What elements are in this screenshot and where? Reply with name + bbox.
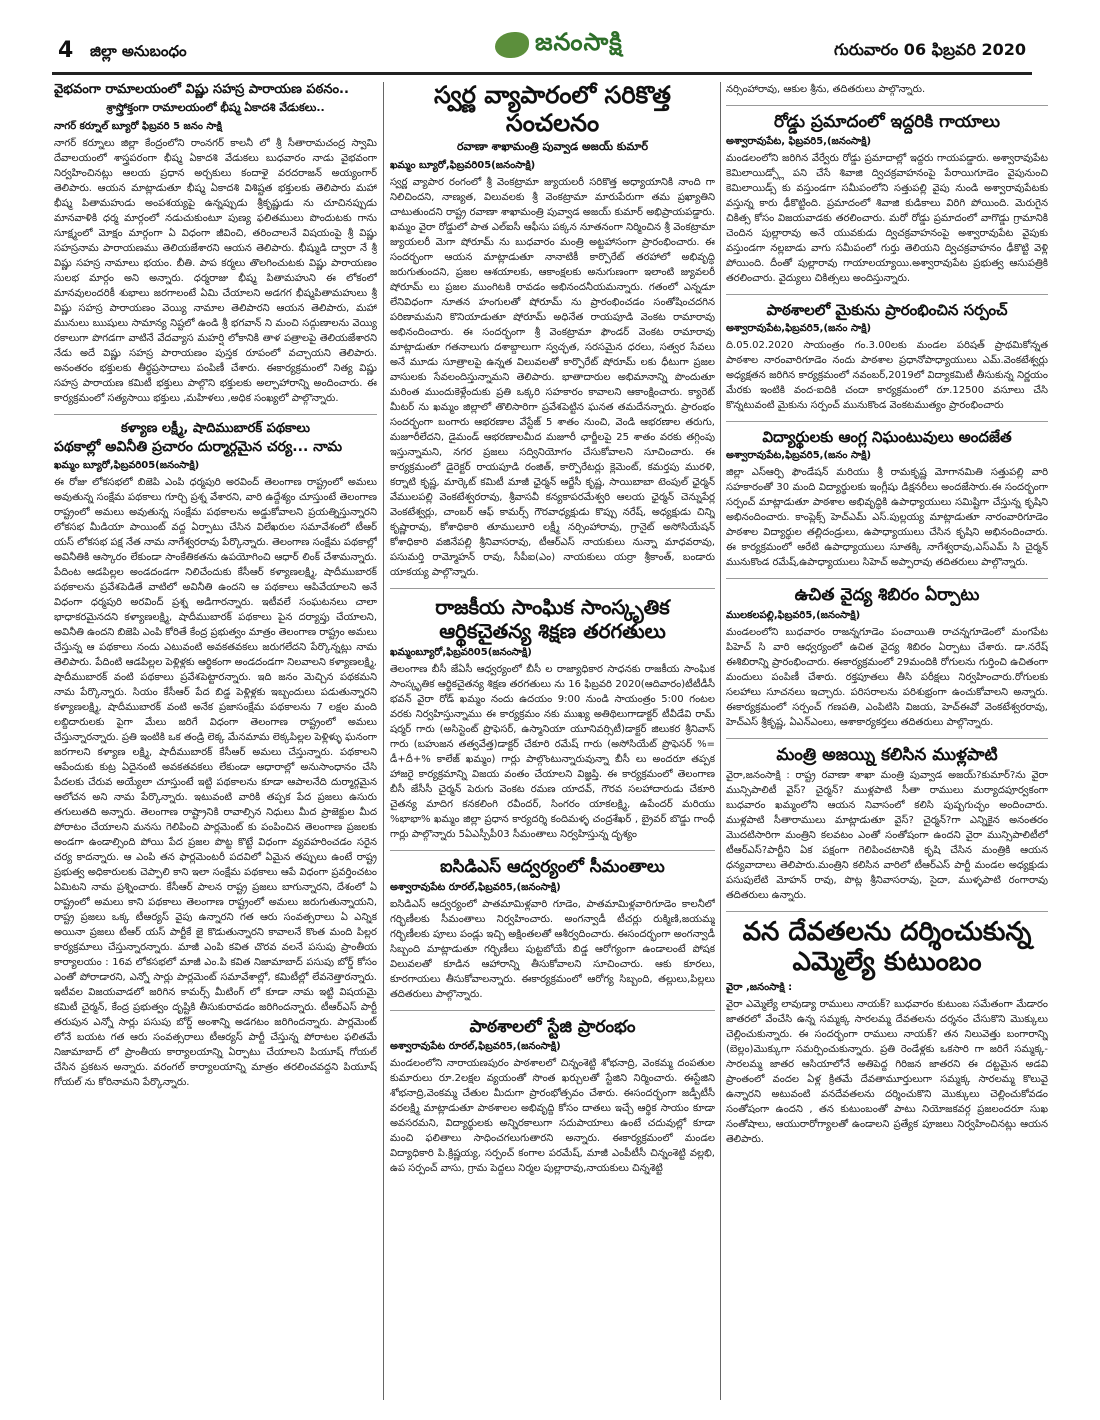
article-body: మండలంలోని జరిగిన వేర్వేరు రోడ్డు ప్రమాదాల్లో ఇద్దరు గాయపడ్డారు. అశ్వారావుపేట కెమిలాయిడ్స్లో పని చేసే శివాజి ద్విచక్రవాహనంపై పేరాయిగూడెం వైపునుంచి కెమిలాయిడ్స్ కు వస్తుండగా సమీపంలోని సత్తుపల్లి వైపు నుండి అశ్వారావుపేటకు వస్తున్న కారు ఢీకొట్టింది. ప్రమాదంలో శివాజి కుడికాలు విరిగి పోయింది. మెరుగైన చికిత్స కోసం విజయవాడకు తరలించారు. మరో రోడ్డు ప్రమాదంలో వాగొడ్డు గ్రామానికి చెందిన పుల్లారావు అనే యువకుడు ద్విచక్రవాహనంపై అశ్వారావుపేట వైపుకు వస్తుండగా నల్లబాడు వాగు సమీపంలో గుర్తు తెలియని ద్విచక్రవాహనం ఢీకొట్టి వెళ్లి పోయింది. దీంతో పుల్లారావు గాయాలయ్యాయి.అశ్వారావుపేట ప్రభుత్వ ఆసుపత్రికి తరలించారు. వైద్యులు చికిత్సలు అందిస్తున్నారు.	[726, 153, 1048, 285]
article-dateline: అశ్వారావుపేట,ఫిబ్రవరి5,(జనం సాక్షి)	[726, 450, 872, 462]
article-body: నాగర్ కర్నూలు జిల్లా కేంద్రంలోని రాంనగర్ కాలనీ లో శ్రీ సీతారామచంద్ర స్వామి దేవాలయంలో శాస్త్రపరంగా భీష్మ ఏకాదశి వేడుకలు బుధవారం నాడు వైభవంగా నిర్వహించినట్లు ఆలయ ప్రధాన అర్చకులు కందాళై వరదరాజన్ అయ్యంగార్ తెలిపారు. ఆయన మాట్లాడుతూ భీష్మ ఏకాదశి విశిష్టత భక్తులకు తెలిపారు మహా భీష్మ పితామహుడు అంపశయ్యపై ఉన్నప్పుడు శ్రీకృష్ణుడు ను చూచినప్పుడు మానవాళికి ధర్మ మార్గంలో నడుచుకుంటూ పుణ్య ఫలితములు పొందుటకు గాను సూక్ష్మంలో మోక్షం మార్గంగా ఏ విధంగా జీవించి, తరించాలనే విషయంపై శ్రీ విష్ణు సహస్రనామ పారాయణము తెలియజేశారని ఆయన తెలిపారు. భీష్ముడి ద్వారా నే శ్రీ విష్ణు సహస్ర నామాలు భయం. బీతి. పాప కర్మలు తొలగించుటకు విష్ణు పారాయణం సులభ మార్గం అని అన్నారు. ధర్మరాజు భీష్మ పితామహుని ఈ లోకంలో మానవులందరికీ శుభాలు జరగాలంటే ఏమి చేయాలని అడగగ భీష్మపితామహులు శ్రీ విష్ణు సహస్ర పారాయణం వెయ్యి నామాల తెలిపారని ఆయన తెలిపారు, మహా మునులు ఋషులు సామాన్య నిష్టలో ఉండి శ్రీ భగవాన్ ని మంచి సద్గుణాలను వెయ్యి రకాలుగా పొగడగా వాటినే వేదవ్యాస మహర్షి లోకానికి తాళ పత్రాలపై తెలియజేశారని నేడు అదే విష్ణు సహస్ర పారాయణం పుస్తక రూపంలో వచ్చాయని తెలిపారు. అనంతరం భక్తులకు తీర్థప్రసాదాలు పంపిణీ చేశారు. ఈకార్యక్రమంలో నిత్య విష్ణు సహస్ర పారాయణ కమిటీ భక్తులు పాల్గొని భక్తులకు అల్పాహారాన్ని అందించారు. ఈ కార్యక్రమంలో సత్యసాయి భక్తులు ,మహిళలు ,అధిక సంఖ్యలో పాల్గొన్నారు.	[54, 137, 377, 404]
article-divider	[54, 414, 377, 415]
masthead-title: జనంసాక్షి	[535, 28, 623, 56]
article-headline: పథకాల్లో అవినీతి ప్రచారం దుర్మార్గమైన చర్య... నామ	[54, 439, 343, 456]
article-mike-prarambham	[726, 301, 1048, 413]
article-divider	[726, 294, 1048, 295]
section-name: జిల్లా అనుబంధం	[90, 42, 187, 60]
article-divider	[390, 850, 715, 851]
article-dateline: ములకలపల్లి,ఫిబ్రవరి5,(జనంసాక్షి)	[726, 609, 861, 621]
article-dateline: ఖమ్మం బ్యూరో,ఫిబ్రవరి05(జనంసాక్షి)	[390, 160, 536, 172]
article-dictionaries	[726, 428, 1048, 570]
article-medical-camp	[726, 585, 1048, 729]
article-divider	[726, 578, 1048, 579]
article-headline: ఐసిడిఎస్ ఆద్వర్యంలో సీమంతాలు	[440, 857, 665, 878]
article-body: ఐసిడిఎస్ ఆద్వర్యంలో పాతమామిళ్లవారి గూడెం, పాతమామిళ్లవారిగూడెం కాలనీలో గర్భిణీలకు సీమంతాలు నిర్వహించారు. అంగన్వాడీ టీచర్లు రుక్మిణి,జయమ్మ గర్భిణీలకు పూలు పండ్లు ఇచ్చి అక్షింతలతో ఆశీర్వదించారు. ఈసందర్భంగా అంగన్వాడీ సిబ్బంది మాట్లాడుతూ గర్భిణీలు పుట్టబోయే బిడ్డ ఆరోగ్యంగా ఉండాలంటే పోషక విలువలతో కూడిన ఆహారాన్ని తీసుకోవాలని సూచించారు. ఆకు కూరలు, కూరగాయలు తీసుకోవాలన్నారు. ఈకార్యక్రమంలో ఆరోగ్య సిబ్బంది, తల్లులు,పిల్లలు తదితరులు పాల్గొన్నారు.	[390, 898, 715, 1000]
article-stage-prarambham	[390, 1017, 715, 1176]
article-headline: మంత్రి అజయ్ని కలిసిన ముళ్లపాటి	[776, 744, 998, 765]
article-headline: వన దేవతలను దర్శించుకున్న ఎమ్మెల్యే కుటుంబం	[742, 917, 1032, 978]
article-divider	[726, 911, 1048, 912]
article-icds-seemantalu	[390, 857, 715, 1001]
article-headline: స్వర్ణ వ్యాపారంలో సరికొత్త సంచలనం	[434, 82, 671, 137]
article-vana-devatalu	[726, 918, 1048, 1147]
article-divider	[390, 588, 715, 589]
article-body: నర్సింహారావు, ఆకుల శ్రీను, తదితరులు పాల్గొన్నారు.	[726, 84, 926, 95]
article-body: ఈ రోజు లోకసభలో బిజెపి ఎంపి ధర్మపురి అరవింద్ తెలంగాణ రాష్ట్రంలో అమలు అవుతున్న సంక్షేమ పథకాలు గూర్చి ప్రశ్న వేశారని, వారి ఉద్దేశ్యం చూస్తుంటే తెలంగాణ రాష్ట్రంలో అమలు అవుతున్న సంక్షేమ పథకాలను అడ్డుకోవాలని ప్రయత్నిస్తున్నారని లోకసభ మీడియా పాయింట్ వద్ద ఏర్పాటు చేసిన విలేఖరుల సమావేశంలో టీఆర్ యస్ లోకసభ పక్ష నేత నామ నాగేశ్వరరావు పేర్కొన్నారు. తెలంగాణ సంక్షేమ పథకాల్లో అవినీతికి ఆస్కారం లేకుండా సాంకేతికతను ఉపయోగించి ఆధార్ లింక్ చేశామన్నారు. పేదింట ఆడపిల్లల అండదండగా నిలిచేందుకు కేసీఆర్ కళ్యాణలక్ష్మి, షాదీముబారక్ పథకాలను ప్రవేశపెడితే వాటిలో అవినీతి ఉందని ఆ పథకాలు ఆపివేయాలని అనే విధంగా ధర్మపురి అరవింద్ ప్రశ్న అడిగారన్నారు. ఇటీవలే సంఘటనలు చాలా భాధాకరమైనదని కళ్యాణలక్ష్మి, షాదీముబారక్ పథకాలు పైన దర్యాప్తు చేయాలని, అవినీతి ఉందని బిజెపి ఎంపి కోరితే కేంద్ర ప్రభుత్వం మాత్రం తెలంగాణ రాష్ట్రం అమలు చేస్తున్న ఆ పథకాలు నందు ఎటువంటి అవకతవకలు జరుగలేదని పేర్కొన్నట్లు నామ తెలిపారు. పేదింటి ఆడపిల్లల పెళ్లిళ్లకు ఆర్థికంగా అండదండగా నిలవాలని కళ్యాణలక్ష్మి, షాదీముబారక్ వంటి పథకాలు ప్రవేశపెట్టారన్నారు. ఇది జనం మెచ్చిన పథకమని నామ పేర్కొన్నారు. సియం కేసీఆర్ పేద బిడ్డ పెళ్లిళ్లకు ఇబ్బందులు పడుతున్నారని కళ్యాణలక్ష్మి, షాదీముబారక్ వంటి అనేక ప్రజాసంక్షేమ పథకాలను 7 లక్షల మంది లబ్దిదారులకు పైగా మేలు జరిగే విధంగా తెలంగాణ రాష్ట్రంలో అమలు చేస్తున్నారన్నారు. ప్రతి ఇంటికి ఒక తండ్రి లెక్క మేనమామ లెక్కపిల్లల పెళ్లిళ్ళు ఘనంగా జరగాలని కళ్యాణ లక్ష్మి, షాదీముబారక్ కేసీఆర్ అమలు చేస్తున్నారు. పథకాలని ఆపేందుకు కుట్ర ఏదైనంటి అవకతవకలు లేకుండా ఆధారాల్లో అనుసాంధానం చేసి పేదలకు చేరువ అయ్యేలా చూస్తుంటే ఇట్టి పథకాలను కూడా ఆపాలనేది దుర్మార్గమైన ఆలోచన అని నామ పేర్కొన్నారు. ఇటువంటి వారికి తప్పక పేద ప్రజలు ఉసురు తగులుతది అన్నారు. తెలంగాణ రాష్ట్రానికి రావాల్సిన నిధులు మీద ప్రాజెక్టుల మీద పోరాటం చేయాలని మనసు గెలిపించి పార్లమెంట్ కు పంపించిన తెలంగాణ ప్రజలకు అండగా ఉండాల్సింది పోయి పేద ప్రజల పొట్ట కొట్టే విధంగా వ్యవహరించడం సరైన చర్య కాదన్నారు. ఆ ఎంపి తన ఫార్లమెంటరీ పదవిలో ఏమైన తప్పులు ఉంటే రాష్ట్ర ప్రభుత్వ అధికారులకు చెప్పాలి కాని ఇలా సంక్షేమ పథకాలు ఆపే విధంగా ప్రవర్తించటం ఏమిటని నామ ప్రశ్నించారు. కేసీఆర్ పాలన రాష్ట్ర ప్రజలు బాగున్నారని, దేశంలో ఏ రాష్ట్రంలో అమలు కాని పథకాలు తెలంగాణ రాష్ట్రంలో అమలు జరుగుతున్నాయని, రాష్ట్ర ప్రజలు ఒక్క టీఆర్యస్ వైపు ఉన్నారని గత ఆరు సంవత్సరాలు ఏ ఎన్నిక అయినా ప్రజలు టీఆర్ యస్ పార్టీకే జై కొడుతున్నారని కావాలనే కొంత మంది పిల్లర కార్యక్రమాలు చేస్తున్నారన్నారు. మాజీ ఎంపి కవిత చొరవ వలనే పసుపు ప్రాంతీయ కార్యాలయం : 16వ లోకసభలో మాజీ ఎం.పి కవిత నిజామాబాద్ పసుపు బోర్డ్ కోసం ఎంతో పోరాడారని, ఎన్నో సార్లు పార్లమెంట్ సమావేశాల్లో, కమిటీల్లో లేవనెత్తారన్నారు. ఇటీవల విజయవాడలో జరిగిన కామర్స్ మీటింగ్ లో కూడా నామ ఇట్టి విషయమై కమిటీ చైర్మన్, కేంద్ర ప్రభుత్వం దృష్టికి తీసుకురావడం జరిగిందన్నారు. టీఆర్ఎస్ పార్టీ తరుపున ఎన్నో సార్లు పసుపు బోర్డ్ అంశాన్ని అడగటం జరిగిందన్నారు. పార్లమెంట్ లోనే బయట గత ఆరు సంవత్సరాలు టీఆర్యస్ పార్టీ చేస్తున్న పోరాటల ఫలితమే నిజామాబాద్ లో ప్రాంతీయ కార్యాలయాన్ని ఏర్పాటు చేయాలని పియూష్ గోయల్ చేసిన ప్రకటన అన్నారు. వరంగల్ కార్యాలయాన్ని మాత్రం తరలించవద్దని పియూష్ గోయల్ ను కోరినామని పేర్కొన్నారు.	[54, 476, 377, 1088]
article-headline: ఉచిత వైద్య శిబిరం ఏర్పాటు	[794, 585, 980, 606]
article-body: స్వర్ణ వ్యాపార రంగంలో శ్రీ వెంకట్రామా జ్యుయలరీ సరికొత్త అధ్యాయానికి నాంది గా నిలిచిందని, నాణ్యత, విలువలకు శ్రీ వెంకట్రామా మారుపేరుగా తమ ప్రఖ్యాతిని చాటుతుందని రాష్ట్ర రవాణా శాఖామంత్రి పువ్వాడ అజయ్ కుమార్ అభిప్రాయపడ్డారు. ఖమ్మం వైరా రోడ్డులో పాత ఎల్ఐసీ ఆఫీసు పక్కన నూతనంగా నిర్మించిన శ్రీ వెంకట్రామా జ్యుయలరీ మెగా షోరూమ్ ను బుధవారం మంత్రి అట్టహాసంగా ప్రారంభించారు. ఈ సందర్భంగా ఆయన మాట్లాడుతూ నానాటికీ కార్పొరేట్ తరహాలో అభివృద్ధి జరుగుతుందని, ప్రజల ఆశయాలకు, ఆకాంక్షలకు అనుగుణంగా ఇలాంటి జ్యువలరీ షోరూమ్ లు ప్రజల ముంగిటకి రావడం అభినందనీయమన్నారు. గతంలో ఎన్నడూ లేనివిధంగా నూతన హంగులతో షోరూమ్ ను ప్రారంభించడం సంతోషించదగిన పరిణామమని కొనియాడుతూ షోరూమ్ అధినేత రాయపూడి వెంకట రామారావు అభినందించారు. ఈ సందర్భంగా శ్రీ వెంకట్రామా ఫౌండర్ వెంకట రామారావు మాట్లాడుతూ గతనాలుగు దశాబ్దాలుగా స్వచ్ఛత, సరసమైన ధరలు, సత్వర సేవలు అనే మూడు సూత్రాలపై ఉన్నత విలువలతో కార్పొరేట్ షోరూమ్ లకు ధీటుగా ప్రజల వాసులకు సేవలందిస్తున్నామని తెలిపారు. భాతాదారుల అభిమానాన్ని పొందుతూ మరింత ముందుకెళ్లేందుకు ప్రతి ఒక్కరి సహకారం కావాలని ఆకాంక్షించారు. క్యారెట్ మీటర్ ను ఖమ్మం జిల్లాలో తొలిసారిగా ప్రవేశపెట్టిన ఘనత తమదేనన్నారు. ప్రారంభం సందర్భంగా బంగారు ఆభరణాల వేస్టేజ్ 5 శాతం నుంచి, వెండి ఆభరణాల తరుగు, మజూరీలేదని, డైమండ్ ఆభరణాలమీద మజూరీ ఛార్జీలపై 25 శాతం వరకు తగ్గింపు ఇస్తున్నామని, నగర ప్రజలు సద్వినియోగం చేసుకోవాలని సూచించారు. ఈ కార్యక్రమంలో డైరెక్టర్ రాయపూడి రంజిత్, కార్పొరేటర్లు క్లెమెంట్, కమర్తపు మురళి, కర్నాటి కృష్ణ, మార్కెట్ కమిటీ మాజీ ఛైర్మన్ ఆర్జేసీ కృష్ణ, సాయిబాబా టెంపుల్ ఛైర్మన్ వేములపల్లి వెంకటేశ్వరరావు, శ్రీవాసవీ కన్యకాపరమేశ్వరి ఆలయ ఛైర్మన్ చెన్నుపేర్ల వెంకటేశ్వర్లు, చాంబర్ ఆఫ్ కామర్స్ గౌరవాధ్యక్షుడు కొప్పు నరేష్, అధ్యక్షుడు చిన్ని కృష్ణారావు, కోశాధికారి తూములూరి లక్ష్మీ నర్సింహారావు, గ్రానైట్ అసోసియేషన్ కోశాధికారి వజినేపల్లి శ్రీనివాసరావు, టీఆర్ఎస్ నాయకులు నున్నా మాధవరావు, పసుమర్తి రామ్మోహన్ రావు, సీపీఐ(ఎం) నాయకులు యర్రా శ్రీకాంత్, బండారు యాకయ్య పాల్గొన్నారు.	[390, 177, 715, 579]
article-headline: పాఠశాలలో మైకును ప్రారంభించిన సర్పంచ్	[766, 301, 1008, 320]
column-1	[54, 82, 377, 1400]
article-body: మండలంలోని నారాయణపురం పాఠశాలలో చిన్నంశెట్టి శోభనాద్రి, వెంకమ్మ దంపతుల కుమారులు రూ.2లక్షల వ్యయంతో సొంత ఖర్చులతో స్టేజిని నిర్మించారు. ఈస్టేజిని శోభనాద్రి,వెంకమ్మ చేతుల మీదుగా ప్రారంభోత్సవం చేశారు. ఈసందర్భంగా జడ్పీటీసీ వరలక్ష్మి మాట్లాడుతూ పాఠశాలల అభివృద్ది కోసం దాతలు ఇచ్చే ఆర్థిక సాయం కూడా అవసరమని, విద్యార్థులకు అన్నిరకాలుగా సదుపాయాలు ఉంటే చదువుల్లో కూడా మంచి ఫలితాలు సాధించగలుగుతారని అన్నారు. ఈకార్యక్రమంలో మండల విద్యాధికారి పి.క్రిష్ణయ్య, సర్పంచ్ కంగాల పరమేష్, మాజీ ఎంపీటీసీ చిన్నంశెట్టి వల్లభి, ఉప సర్పంచ్ వాసు, గ్రామ పెద్దలు నిర్మల పుల్లారావు,నాయకులు చిన్నశెట్టి	[390, 1057, 715, 1174]
article-minister-meeting	[726, 745, 1048, 903]
article-divider	[726, 738, 1048, 739]
page-header	[0, 0, 1100, 70]
article-kalyana-lakshmi	[54, 421, 377, 1090]
article-headline: విద్యార్థులకు ఆంగ్ల నిఘంటువులు అందజేత	[762, 428, 1012, 447]
article-body: వైరా ఎమ్మెల్యే లావుడ్యా రాములు నాయక్? బుధవారం కుటుంబ సమేతంగా మేడారం జాతరలో వేంచేసి ఉన్న సమ్మక్క సారలమ్మ దేవతలను దర్శనం చేసుకొని మొక్కులు చెల్లించుకున్నారు. ఈ సందర్భంగా రాములు నాయక్? తన నిలువెత్తు బంగారాన్ని (బెల్లం)మొక్కుగా సమర్పించుకున్నారు. ప్రతి రెండేళ్లకు ఒకసారి గా జరిగే సమ్మక్క-సారలమ్మ జాతర ఆసియాలోనే అతిపెద్ద గిరిజన జాతరని ఈ దట్టమైన అడవి ప్రాంతంలో వందల ఏళ్ల క్రితమే దేవతామూర్తులుగా సమ్మక్క సారలమ్మ కొలువై ఉన్నారని అటువంటి వనదేవతలను దర్శించుకొని మొక్కులు చెల్లించుకోవడం సంతోషంగా ఉందని , తన కుటుంబంతో పాటు నియోజకవర్గ ప్రజలందరూ సుఖ సంతోషాలు, ఆయురారోగ్యాలతో ఉండాలని ప్రత్యేక పూజలు నిర్వహించినట్లు ఆయన తెలిపారు.	[726, 998, 1048, 1145]
column-3	[726, 82, 1048, 1400]
article-dateline: నాగర్ కర్నూల్ బ్యూరో ఫిబ్రవరి 5 జనం సాక్షి	[54, 120, 222, 132]
article-swarna-vyaparam	[390, 82, 715, 580]
article-vishnu-sahasra	[54, 82, 377, 406]
article-subhead: శ్రాస్త్రోక్తంగా రామాలయంలో భీష్మ ఏకాదశి వేడుకలు..	[106, 100, 325, 114]
article-body: జిల్లా ఎస్ఆర్పి ఫౌండేషన్ మరియు శ్రీ రామకృష్ణ మోగానమితి సత్తుపల్లి వారి సహకారంతో 30 మంది విద్యార్థులకు ఇంగ్లీషు డిక్షనరీలు అందజేసారు.ఈ సందర్భంగా సర్పంచ్ మాట్లాడుతూ పాఠశాల అభివృద్ధికి ఉపాధ్యాయులు సమిష్టిగా చేస్తున్న కృషిని అభినందించారు. కాంప్లెక్స్ హెచ్ఎమ్ ఎస్.పుల్లయ్య మాట్లాడుతూ నారంవారిగూడెం పాఠశాల విద్యార్థుల తల్లిదండ్రులు, ఉపాధ్యాయులు చేసిన కృషిని అభినందించారు. ఈ కార్యక్రమంలో ఆరేటి ఉపాధ్యాయులు సూతక్కి నాగేశ్వరావు,ఎస్ఎమ్ సి చైర్మన్ మునుకొండ రమేష్,ఉపాధ్యాయులు సిహెచ్ అప్పారావు తదితరులు పాల్గొన్నారు.	[726, 467, 1048, 569]
leaf-logo-icon	[495, 32, 529, 58]
article-divider	[726, 105, 1048, 106]
article-dateline: అశ్వారావుపేట రూరల్,ఫిబ్రవరి5,(జనంసాక్షి)	[390, 1040, 561, 1052]
article-dateline: ఖమ్మంబ్యూరో,ఫిబ్రవరి05(జనంసాక్షి)	[390, 647, 532, 659]
article-dateline: అశ్వారావుపేట,ఫిబ్రవరి5,(జనం సాక్షి)	[726, 323, 872, 335]
column-divider	[383, 82, 384, 1400]
article-dateline: అశ్వారావుపేట రూరల్,ఫిబ్రవరి5,(జనంసాక్షి)	[390, 881, 561, 893]
article-road-accident	[726, 112, 1048, 286]
issue-date: గురువారం 06 ఫిబ్రవరి 2020	[833, 40, 1026, 59]
article-body: వైరా,జనంసాక్షి : రాష్ట్ర రవాణా శాఖా మంత్రి పువ్వాడ అజయ్?కుమార్?ను వైరా మున్సిపాలిటీ వైస్? చైర్మన్? ముళ్లపాటి సీతా రాములు మర్యాదపూర్వకంగా బుధవారం ఖమ్మంలోని ఆయన నివాసంలో కలిసి పుష్పగుచ్ఛం అందించారు. ముళ్లపాటి సీతారాములు మాట్లాడుతూ వైస్? చైర్మన్?గా ఎన్నికైన అనంతరం మొదటిసారిగా మంత్రిని కలవటం ఎంతో సంతోషంగా ఉందని వైరా మున్సిపాలిటీలో టీఆర్ఎస్?పార్టీని ఏక పక్షంగా గెలిపించటానికి కృషి చేసిన మంత్రికి ఆయన ధన్యవాదాలు తెలిపారు.మంత్రిని కలిసిన వారిలో టీఆర్ఎస్ పార్టీ మండల అధ్యక్షుడు పసుపులేటి మోహన్ రావు, పొట్ల శ్రీనివాసరావు, సైదా, ముళ్ళపాటి రంగారావు తదితరులు ఉన్నారు.	[726, 770, 1048, 902]
column-2	[390, 82, 715, 1400]
article-dateline: అశ్వారావుపేట, ఫిబ్రవరి5,(జనంసాక్షి)	[726, 136, 872, 148]
article-divider	[726, 421, 1048, 422]
article-divider	[390, 1010, 715, 1011]
article-body: తెలంగాణ బీసీ జేఏసీ ఆధ్వర్యంలో బీసీ ల రాజ్యాధికార సాధనకు రాజకీయ సాంఘిక సాంస్కృతిక ఆర్థికచైతన్య శిక్షణ తరగతులు ను 16 ఫిబ్రవరి 2020(ఆదివారం)టీటీడీసీ భవన్ వైరా రోడ్ ఖమ్మం నందు ఉదయం 9:00 నుండి సాయంత్రం 5:00 గంటల వరకు నిర్వహిస్తున్నాము ఈ కార్యక్రమం నకు ముఖ్య అతిథిలుగాడాక్టర్ టీవీడేవి రామ్ షర్మర్ గారు (అసిస్టెంట్ ప్రొఫెసర్, ఉస్మానియా యూనివర్సిటీ)డాక్టర్ జిలుకర శ్రీనివాస్ గారు (బహుజన తత్వవేత్త)డాక్టర్ చేకూరి రమేష్ గారు (అసోసియేట్ ప్రొఫెసర్ %= డీ+దీ+% కాలేజ్ ఖమ్మం) గార్లు పాల్గొంటున్నారువున్నా బీసీ లు అందరూ తప్పక హాజరై కార్యక్రమాన్ని విజయ వంతం చేయాలని విజ్ఞప్తి. ఈ కార్యక్రమంలో తెలంగాణ బీసీ జేసీసీ చైర్మన్ పెరుగు వెంకట రమణ యాదవ్, గౌరవ సలహాదారుడు చేకూరి చైతన్య మాదిగ కనకలింగి రవీందర్, సింగరం యాకలక్ష్మి, ఉపేందర్ మరియు %భాభా% ఖమ్మం జిల్లా ప్రధాన కార్యదర్శి కందిమళ్ళ చంద్రశేఖర్ , బ్రైవర్ బొడ్డు గాంధీ గార్లు పాల్గొన్నారు 5ఏఎస్పీపీ03 సీమంతాలు నిర్వహిస్తున్న దృశ్యం	[390, 664, 715, 841]
header-divider	[52, 72, 1032, 75]
column-divider	[720, 82, 721, 1400]
article-body: మండలంలోని బుధవారం రాజన్నగూడెం పంచాయితి రాచన్నగూడెంలో మంగపేట పిహెచ్ సి వారి ఆధ్వర్యంలో ఉచిత వైద్య శిబిరం ఏర్పాటు చేశారు. డా.నరేష్ ఈశిబిరాన్ని ప్రారంభించారు. ఈకార్యక్రమంలో 29మందికి రోగులను గుర్తించి ఉచితంగా మందులు పంపిణీ చేశారు. రక్తపూతలు తీసి పరీక్షలు నిర్వహించారు.రోగులకు సలహాలు సూచనలు ఇచ్చారు. పరిసరాలను పరిశుభ్రంగా ఉంచుకోవాలని అన్నారు. ఈకార్యక్రమంలో సర్పంచ్ గణపతి, ఎంపిటిసి విజయ, హెచ్ఈవో వెంకటేశ్వరరావు, హెచ్ఎస్ శ్రీకృష్ణ, ఏఎన్ఎంలు, ఆశాకార్యకర్తలు తదితరులు పాల్గొన్నారు.	[726, 626, 1048, 728]
article-headline: పాఠశాలలో స్టేజి ప్రారంభం	[469, 1016, 636, 1037]
article-headline: రాజకీయ సాంఘిక సాంస్కృతిక ఆర్థికచైతన్య శిక్షణ తరగతులు	[435, 595, 670, 644]
article-shikshana-taragatulu	[390, 595, 715, 842]
page-number: 4	[58, 38, 74, 63]
article-continuation	[726, 82, 1048, 97]
article-dateline: ఖమ్మం బ్యూరో,ఫిబ్రవరి05(జనంసాక్షి)	[54, 459, 200, 471]
masthead	[495, 28, 623, 62]
article-subhead: రవాణా శాఖామంత్రి పువ్వాడ అజయ్ కుమార్	[456, 140, 649, 154]
article-dateline: వైరా ,జనంసాక్షి :	[726, 981, 793, 993]
article-headline: రోడ్డు ప్రమాదంలో ఇద్దరికి గాయాలు	[774, 112, 1000, 132]
article-headline: వైభవంగా రామాలయంలో విష్ణు సహస్ర పారాయణ పఠనం..	[54, 82, 349, 97]
article-body: ది.05.02.2020 సాయంత్రం గం.3.00లకు మండల పరిషత్ ప్రాథమికోన్నత పాఠశాల నారంవారిగూడెం నందు పాఠశాల ప్రధానోపాధ్యాయులు ఎమ్.వెంకటేశ్వర్లు అధ్యక్షతన జరిగిన కార్యక్రమంలో నవంబర్,2019లో విద్యాకమిటీ తీసుకున్న నిర్ణయం మేరకు ఇంటికి వంద-ఐదికి చందా కార్యక్రమంలో రూ.12500 వసూలు చేసి కొన్నటువంటి మైకును సర్పంచ్ మునుకొండ వెంకటముత్యం ప్రారంభించారు	[726, 340, 1048, 412]
article-kicker: కళ్యాణ లక్ష్మీ, షాదిముబారక్ పథకాలు	[120, 420, 311, 436]
